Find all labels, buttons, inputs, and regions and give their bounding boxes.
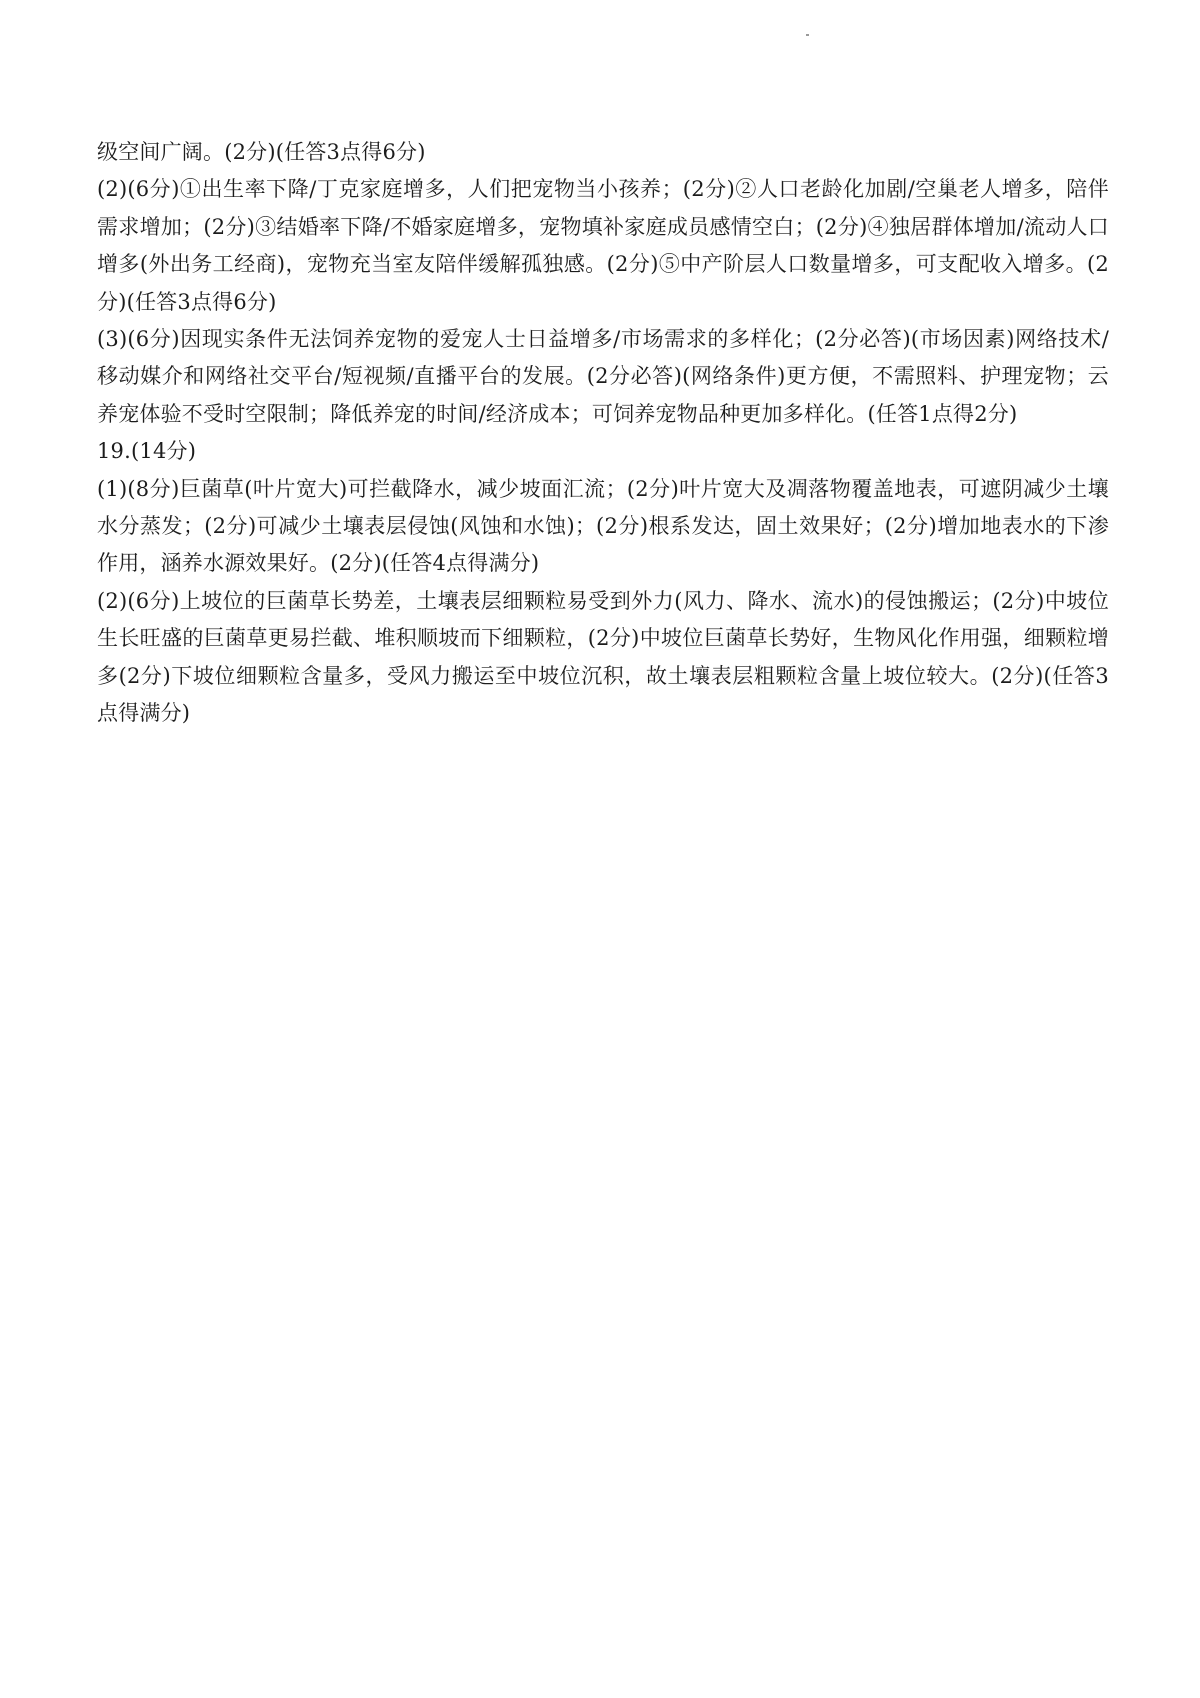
answer-q19-part2-paragraph: (2)(6分)上坡位的巨菌草长势差，土壤表层细颗粒易受到外力(风力、降水、流水)的侵蚀搬运；(2分)中坡位生长旺盛的巨菌草更易拦截、堆积顺坡而下细颗粒，(2分)中坡位巨菌草长势好，生物风化作用强，细颗粒增多(2分)下坡位细颗粒含量多，受风力搬运至中坡位沉积，故土壤表层粗颗粒含量上坡位较大。(2分)(任答3点得满分) — [97, 588, 1109, 726]
answer-q18-part2-paragraph: (2)(6分)①出生率下降/丁克家庭增多，人们把宠物当小孩养；(2分)②人口老龄化加剧/空巢老人增多，陪伴需求增加；(2分)③结婚率下降/不婚家庭增多，宠物填补家庭成员感情空白；(2分)④独居群体增加/流动人口增多(外出务工经商)，宠物充当室友陪伴缓解孤独感。(2分)⑤中产阶层人口数量增多，可支配收入增多。(2分)(任答3点得6分) — [97, 177, 1109, 314]
answer-continuation-paragraph: 级空间广阔。(2分)(任答3点得6分) — [97, 140, 426, 164]
answer-q19-part1-paragraph: (1)(8分)巨菌草(叶片宽大)可拦截降水，减少坡面汇流；(2分)叶片宽大及凋落物覆盖地表，可遮阴减少土壤水分蒸发；(2分)可减少土壤表层侵蚀(风蚀和水蚀)；(2分)根系发达，固土效果好；(2分)增加地表水的下渗作用，涵养水源效果好。(2分)(任答4点得满分) — [97, 476, 1109, 576]
scan-mark — [806, 34, 809, 36]
answer-content — [97, 134, 1109, 733]
answer-q18-part3-paragraph: (3)(6分)因现实条件无法饲养宠物的爱宠人士日益增多/市场需求的多样化；(2分必答)(市场因素)网络技术/移动媒介和网络社交平台/短视频/直播平台的发展。(2分必答)(网络条件)更方便，不需照料、护理宠物；云养宠体验不受时空限制；降低养宠的时间/经济成本；可饲养宠物品种更加多样化。(任答1点得2分) — [97, 327, 1109, 426]
question-19-heading: 19.(14分) — [97, 439, 197, 464]
